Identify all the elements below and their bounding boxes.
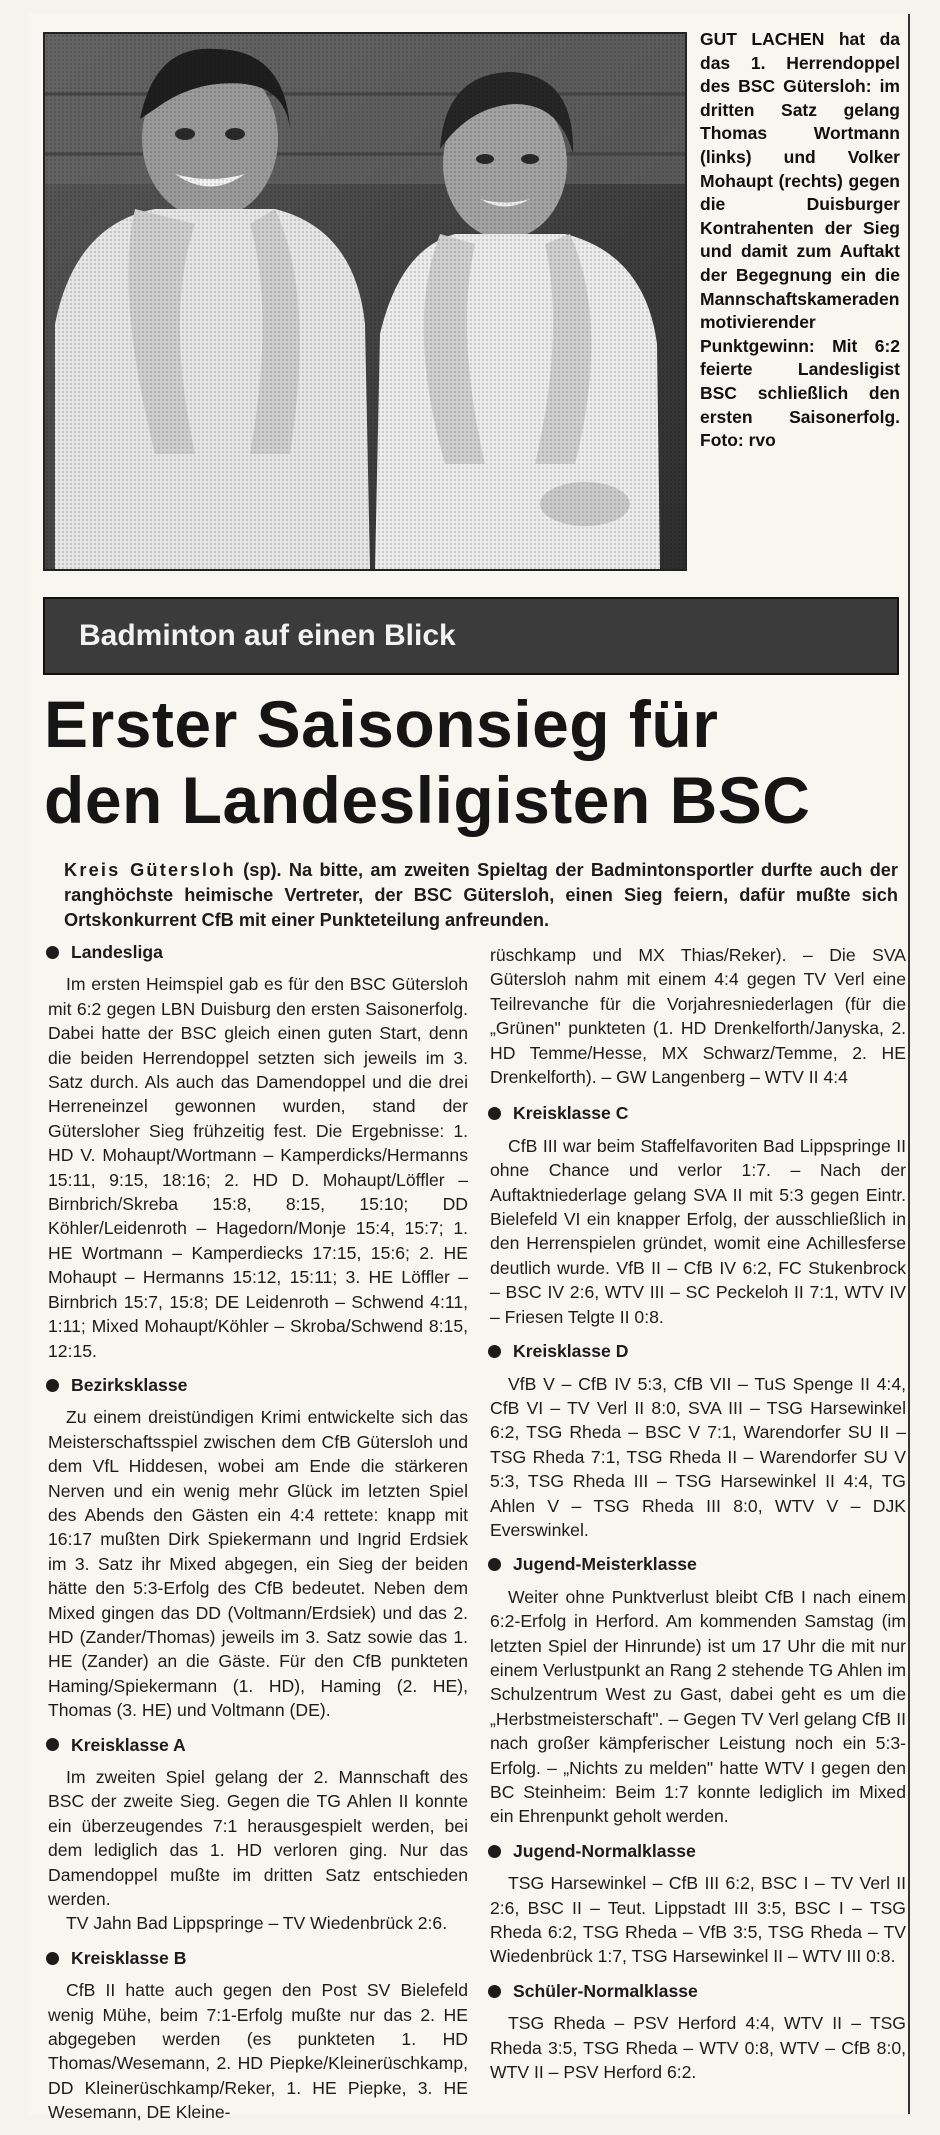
bullet-icon: [488, 1107, 501, 1120]
section-text: CfB II hatte auch gegen den Post SV Bielefeld wenig Mühe, beim 7:1-Erfolg mußte nur das 2. HE abgegeben werden (es punkteten 1. HD Thomas/Wesemann, 2. HD Piepke/Kleinerüschkamp, DD Kleinerüschkamp/Reker, 1. HE Piepke, 3. HE Wesemann, DE Kleine-: [48, 1980, 468, 2123]
bullet-icon: [488, 1845, 501, 1858]
article-lead: [64, 858, 898, 933]
headline-line-2: den Landesligisten BSC: [44, 763, 811, 837]
section-text: TSG Rheda – PSV Herford 4:4, WTV II – TSG Rheda 3:5, TSG Rheda – WTV 0:8, WTV – CfB 8:0, WTV II – PSV Herford 6:2.: [490, 2013, 906, 2083]
bullet-icon: [46, 1952, 59, 1965]
section-text: Im ersten Heimspiel gab es für den BSC Gütersloh mit 6:2 gegen LBN Duisburg den ersten Saisonerfolg. Dabei hatte der BSC gleich einen guten Start, denn die beiden Herrendoppel setzten sich jeweils im 3. Satz durch. Als auch das Damendoppel und die drei Herreneinzel gewonnen wurden, stand der Gütersloher Sieg frühzeitig fest. Die Ergebnisse: 1. HD V. Mohaupt/Wortmann – Kamperdicks/Hermanns 15:11, 9:15, 18:16; 2. HD D. Mohaupt/Löffler – Birnbrich/Skreba 15:8, 8:15, 15:10; DD Köhler/Leidenroth – Hagedorn/Monje 15:4, 15:7; 1. HE Wortmann – Kamperdiecks 17:15, 15:6; 2. HE Mohaupt – Hermanns 15:12, 15:11; 3. HE Löffler – Birnbrich 15:7, 15:8; DE Leidenroth – Schwend 4:11, 1:11; Mixed Mohaupt/Köhler – Skroba/Schwend 8:15, 12:15.: [48, 974, 468, 1361]
photo-caption: GUT LACHEN hat da das 1. Herrendoppel des BSC Gütersloh: im dritten Satz gelang Thomas Wortmann (links) und Volker Mohaupt (rechts) gegen die Duisburger Kontrahenten der Sieg und damit zum Auftakt der Begegnung ein die Mannschaftskameraden motivierender Punktgewinn: Mit 6:2 feierte Landesligist BSC schließlich den ersten Saisonerfolg. Foto: rvo: [700, 29, 900, 451]
bullet-icon: [488, 1985, 501, 1998]
section-banner: [43, 597, 899, 675]
section-text: TSG Harsewinkel – CfB III 6:2, BSC I – TV Verl II 2:6, BSC II – Teut. Lippstadt III 3:5, BSC I – TSG Rheda 6:2, TSG Rheda – VfB 3:5, TSG Rheda – TV Wiedenbrück 1:7, TSG Harsewinkel II – WTV III 0:8.: [490, 1873, 906, 1967]
photo-image: [45, 34, 685, 569]
left-column: [44, 940, 468, 2135]
section-text: TV Jahn Bad Lippspringe – TV Wiedenbrück 2:6.: [66, 1913, 448, 1934]
section-heading: Kreisklasse A: [44, 1733, 468, 1757]
section-heading: Bezirksklasse: [44, 1373, 468, 1397]
section-heading: Landesliga: [44, 940, 468, 964]
section-text: CfB III war beim Staffelfavoriten Bad Lippspringe II ohne Chance und verlor 1:7. – Nach der Auftaktniederlage gelang SVA II mit 5:3 gegen Eintr. Bielefeld VI ein knapper Erfolg, der ausschließlich in den Herrenspielen gründet, womit eine Achillesferse deutlich wurde. VfB II – CfB IV 6:2, FC Stukenbrock – BSC IV 2:6, WTV III – SC Peckeloh II 7:1, WTV IV – Friesen Telgte II 0:8.: [490, 1135, 906, 1327]
right-column: [486, 943, 906, 2094]
section-heading: Kreisklasse D: [486, 1339, 906, 1363]
section-text: Weiter ohne Punktverlust bleibt CfB I nach einem 6:2-Erfolg in Herford. Am kommenden Samstag (im letzten Spiel der Hinrunde) ist um 17 Uhr die mit nur einem Verlustpunkt an Rang 2 stehende TG Ahlen im Schulzentrum West zu Gast, dabei geht es um die „Herbstmeisterschaft". – Gegen TV Verl gelang CfB II nach großer kämpferischer Leistung noch ein 5:3-Erfolg. – „Nichts zu melden" hatte WTV I gegen den BC Steinheim: Beim 1:7 konnte lediglich im Mixed ein Ehrenpunkt geholt werden.: [490, 1586, 906, 1827]
bullet-icon: [46, 1379, 59, 1392]
bullet-icon: [488, 1558, 501, 1571]
bullet-icon: [46, 1738, 59, 1751]
section-heading: Schüler-Normalklasse: [486, 1979, 906, 2003]
section-heading: Kreisklasse C: [486, 1101, 906, 1125]
team-photo: [43, 32, 687, 571]
section-text-continued: rüschkamp und MX Thias/Reker). – Die SVA Gütersloh nahm mit einem 4:4 gegen TV Verl eine Teilrevanche für die Vorjahresniederlagen (für die „Grünen" punkteten (1. HD Drenkelforth/Janyska, 2. HD Temme/Hesse, MX Schwarz/Temme, 2. HE Drenkelforth). – GW Langenberg – WTV II 4:4: [490, 945, 906, 1088]
section-text: Im zweiten Spiel gelang der 2. Mannschaft des BSC der zweite Sieg. Gegen die TG Ahlen II konnte ein überzeugendes 7:1 herausgespielt werden, bei dem lediglich das 1. HD verloren ging. Nur das Damendoppel mußte im dritten Satz entschieden werden.: [48, 1767, 468, 1910]
newspaper-clipping: [28, 14, 910, 2123]
section-heading: Jugend-Meisterklasse: [486, 1552, 906, 1576]
section-text: VfB V – CfB IV 5:3, CfB VII – TuS Spenge II 4:4, CfB VI – TV Verl II 8:0, SVA III – TSG Harsewinkel 6:2, TSG Rheda – BSC V 7:1, Warendorfer SU II – TSG Rheda 7:1, TSG Rheda II – Warendorfer SU V 5:3, TSG Rheda III – TSG Harsewinkel II 4:4, TG Ahlen V – TSG Rheda III 8:0, WTV V – DJK Everswinkel.: [490, 1373, 906, 1540]
section-heading: Jugend-Normalklasse: [486, 1839, 906, 1863]
lead-text: (sp). Na bitte, am zweiten Spieltag der Badmintonsportler durfte auch der ranghöchste heimische Vertreter, der BSC Gütersloh, einen Sieg feiern, dafür mußte sich Ortskonkurrent CfB mit einer Punkteteilung anfreunden.: [64, 860, 898, 930]
bullet-icon: [46, 946, 59, 959]
article-headline: [44, 686, 904, 838]
banner-title: Badminton auf einen Blick: [79, 619, 456, 652]
headline-line-1: Erster Saisonsieg für: [44, 687, 719, 761]
lead-place: Kreis Gütersloh: [64, 860, 236, 880]
section-heading: Kreisklasse B: [44, 1946, 468, 1970]
bullet-icon: [488, 1345, 501, 1358]
section-text: Zu einem dreistündigen Krimi entwickelte sich das Meisterschaftsspiel zwischen dem CfB Gütersloh und dem VfL Hiddesen, wobei am Ende die stärkeren Nerven und ein wenig mehr Glück im letzten Spiel des Abends den Gästen ein 4:4 rettete: knapp mit 16:17 mußten Dirk Spiekermann und Ingrid Erdsiek im 3. Satz ihr Mixed abgegen, ein Sieg der beiden hätte den 5:3-Erfolg des CfB bedeutet. Neben dem Mixed gingen das DD (Voltmann/Erdsiek) und das 2. HD (Zander/Thomas) jeweils im 3. Satz sowie das 1. HE (Zander) an die Gäste. Für den CfB punkteten Haming/Spiekermann (1. HD), Haming (2. HE), Thomas (3. HE) und Voltmann (DE).: [48, 1407, 468, 1721]
